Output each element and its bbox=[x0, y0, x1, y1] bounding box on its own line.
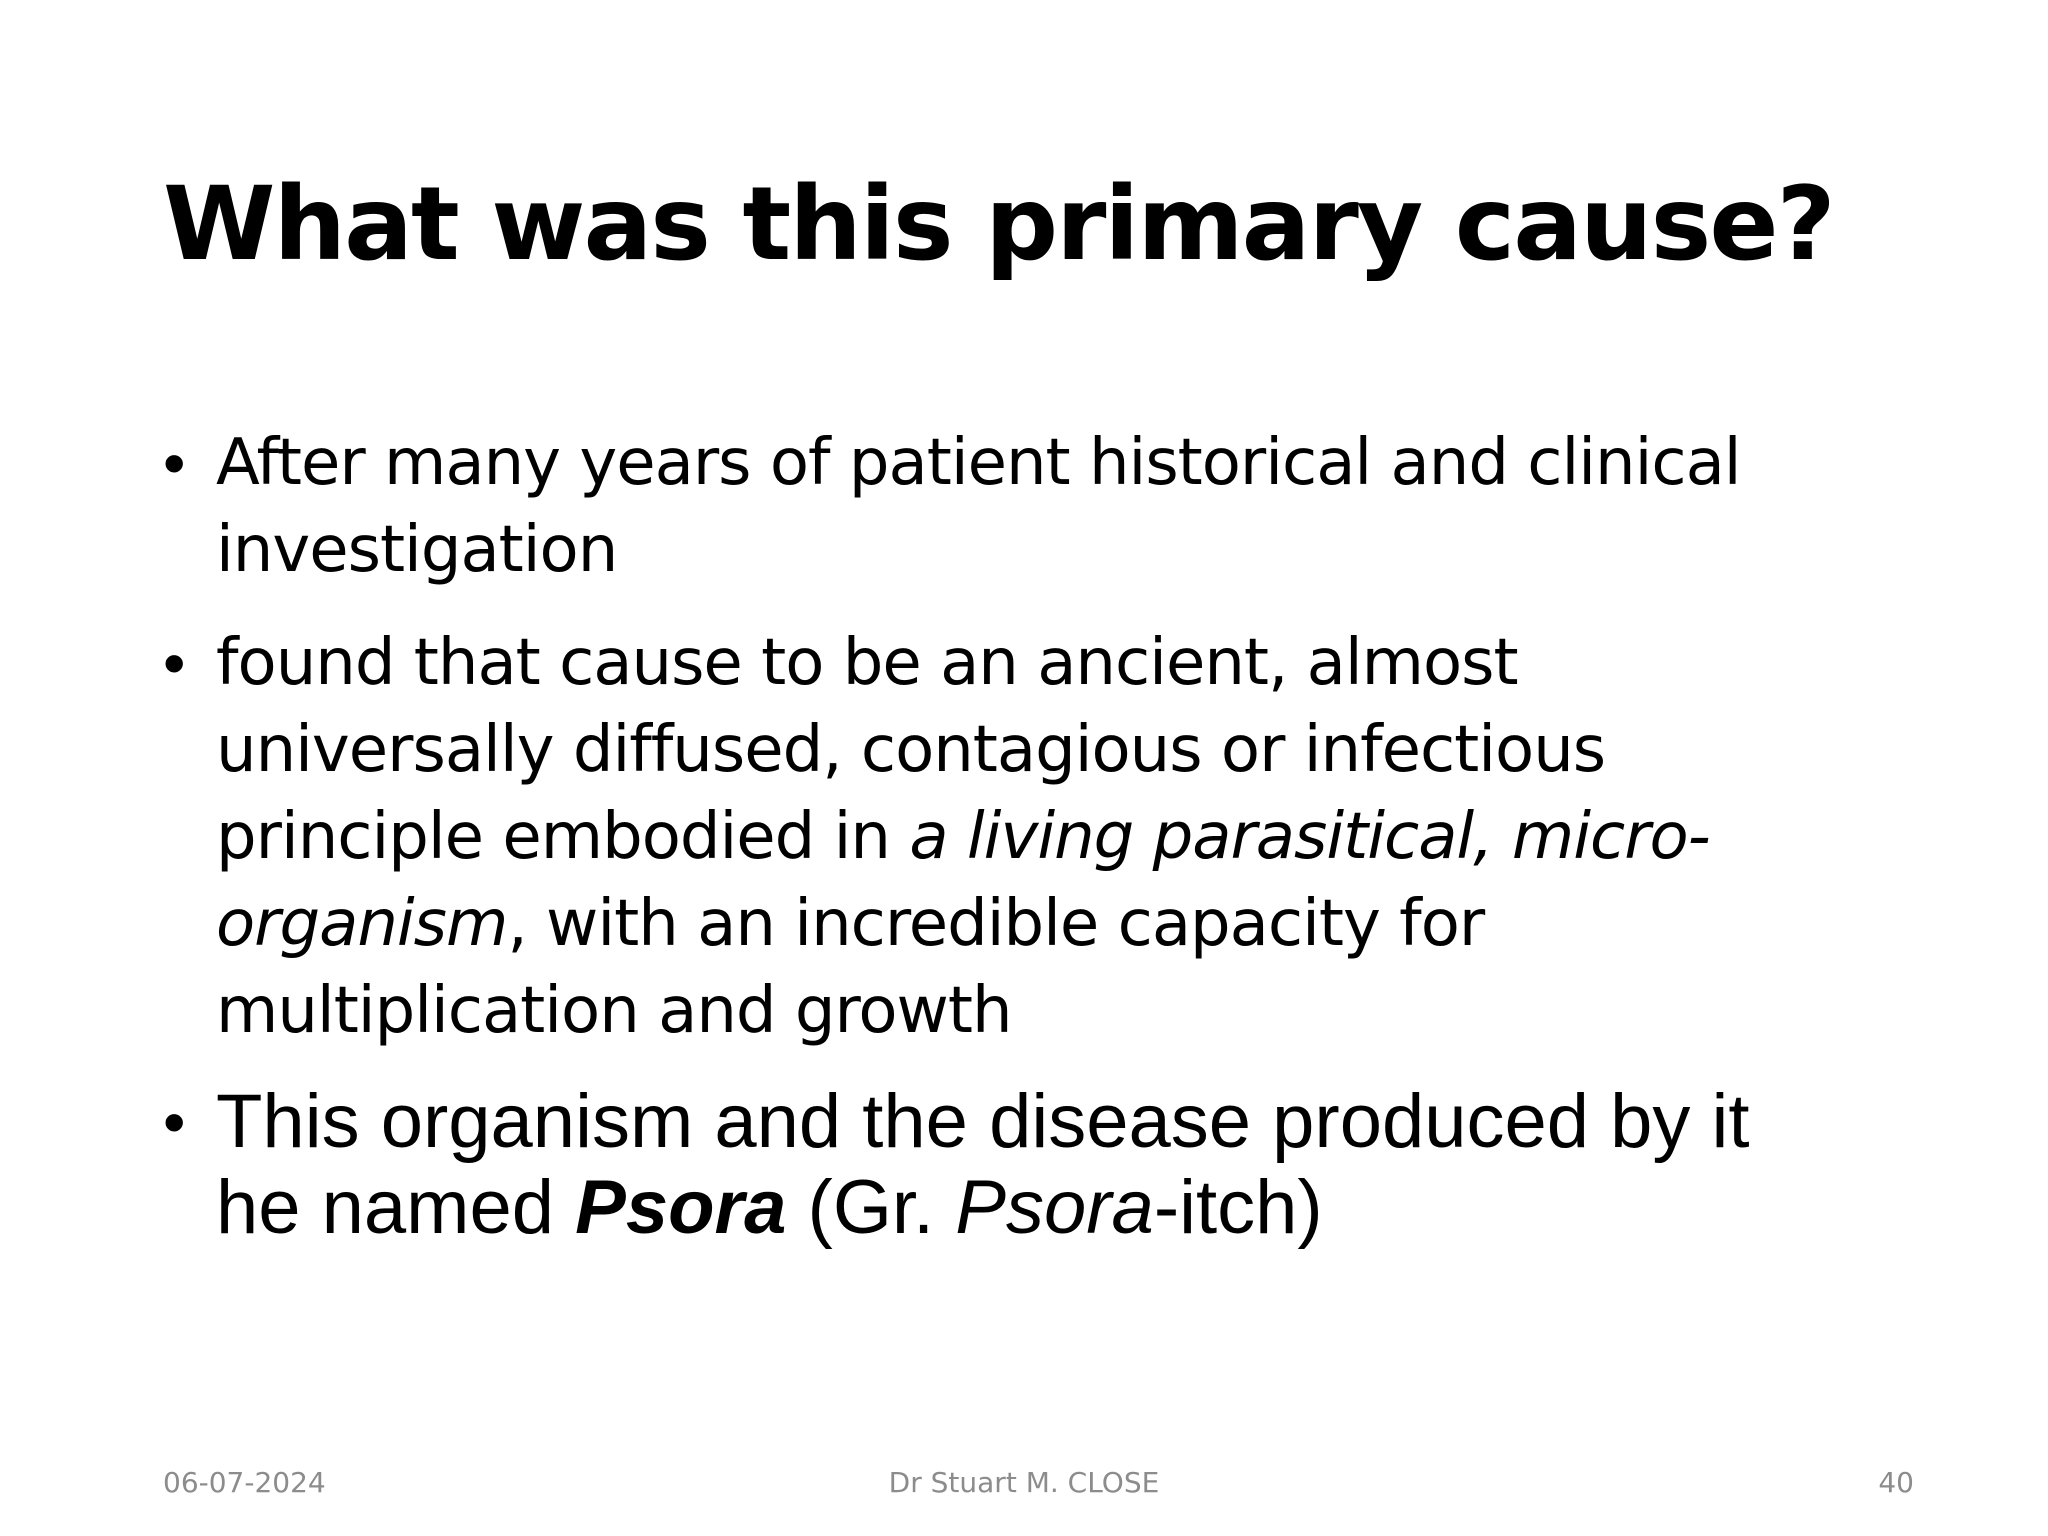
bullet-2-line-4 bbox=[216, 881, 1883, 968]
bullet-item-2 bbox=[163, 620, 1883, 1055]
bullet-2-line-3 bbox=[216, 794, 1883, 881]
bullet-2-line-2: universally diffused, contagious or infectious bbox=[216, 713, 1606, 787]
bullet-2-text: , with an incredible capacity for bbox=[507, 887, 1485, 961]
bullet-item-3 bbox=[163, 1079, 1883, 1251]
bullet-1-line-1: After many years of patient historical and clinical bbox=[216, 426, 1741, 500]
bullet-3-line-1: This organism and the disease produced by it bbox=[216, 1079, 1750, 1164]
slide-body bbox=[163, 420, 1883, 1251]
bullet-3-text: -itch) bbox=[1153, 1165, 1323, 1250]
bullet-1-line-2: investigation bbox=[216, 513, 618, 587]
psora-term: Psora bbox=[575, 1165, 787, 1250]
bullet-2-line-5: multiplication and growth bbox=[216, 974, 1012, 1048]
bullet-2-italic-phrase: a living parasitical, micro- bbox=[909, 800, 1710, 874]
bullet-marker: • bbox=[163, 427, 185, 499]
slide-title: What was this primary cause? bbox=[163, 165, 1834, 284]
bullet-2-text: principle embodied in bbox=[216, 800, 910, 874]
slide-number: 40 bbox=[1878, 1466, 1914, 1499]
bullet-3-text: (Gr. bbox=[786, 1165, 956, 1250]
footer-author: Dr Stuart M. CLOSE bbox=[888, 1466, 1160, 1499]
psora-greek-term: Psora bbox=[955, 1165, 1154, 1250]
footer-date: 06-07-2024 bbox=[163, 1466, 326, 1499]
bullet-marker: • bbox=[163, 627, 185, 699]
bullet-2-line-1: found that cause to be an ancient, almost bbox=[216, 626, 1518, 700]
bullet-3-line-2 bbox=[216, 1165, 1883, 1251]
bullet-item-1 bbox=[163, 420, 1883, 594]
bullet-marker: • bbox=[163, 1086, 186, 1158]
bullet-2-italic-word: organism bbox=[216, 887, 508, 961]
bullet-3-text: he named bbox=[216, 1165, 576, 1250]
